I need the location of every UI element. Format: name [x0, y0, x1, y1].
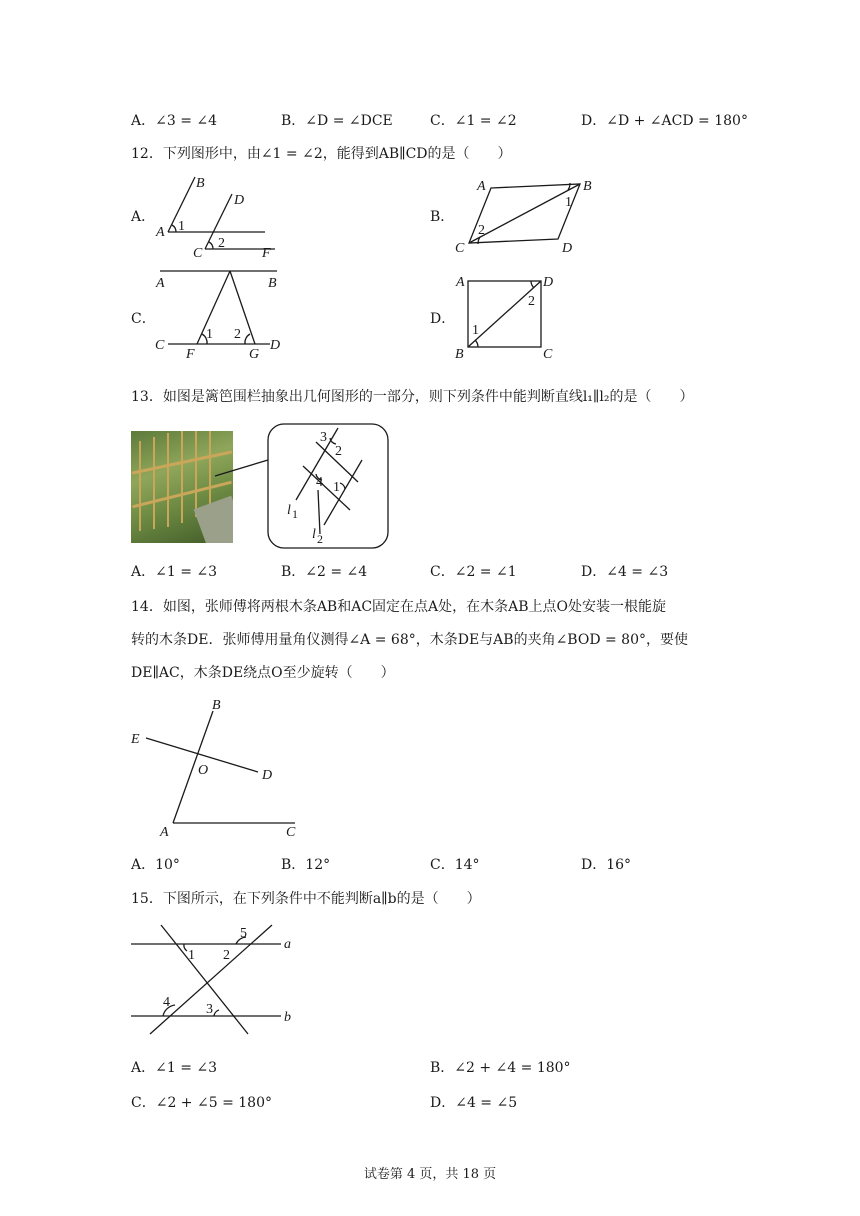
q15-option-b: B．∠2 + ∠4 = 180° — [430, 1060, 571, 1076]
label-l1: l — [287, 503, 291, 518]
label-angle-5: 5 — [240, 926, 247, 941]
q15-option-a: A．∠1 = ∠3 — [131, 1060, 218, 1076]
q14-option-b: B．12° — [281, 857, 331, 873]
q11-option-c: C．∠1 = ∠2 — [430, 113, 517, 129]
label-angle-4: 4 — [163, 995, 170, 1010]
q14-option-a: A．10° — [131, 857, 180, 873]
label-angle-1: 1 — [178, 219, 185, 234]
label-angle-2: 2 — [478, 223, 485, 238]
q13-option-b: B．∠2 = ∠4 — [281, 564, 368, 580]
label-e: E — [131, 732, 140, 747]
label-a: A — [156, 225, 165, 240]
q14-option-c: C．14° — [430, 857, 480, 873]
page-footer: 试卷第 4 页，共 18 页 — [363, 1167, 497, 1182]
label-g: G — [249, 347, 260, 362]
q14-stem-line1: 14．如图，张师傅将两根木条AB和AC固定在点A处，在木条AB上点O处安装一根能旋 — [131, 599, 667, 615]
label-a: A — [456, 275, 465, 290]
label-angle-2: 2 — [223, 948, 230, 963]
label-b: B — [196, 176, 205, 191]
label-angle-2: 2 — [528, 294, 535, 309]
label-f: F — [186, 347, 195, 362]
label-b: B — [455, 347, 464, 362]
q13-option-a: A．∠1 = ∠3 — [131, 564, 218, 580]
label-l2-sub: 2 — [317, 532, 323, 546]
label-a: A — [477, 179, 486, 194]
label-c: C — [286, 825, 296, 840]
q14-stem-line3: DE∥AC，木条DE绕点O至少旋转（ ） — [131, 665, 395, 681]
label-a: A — [160, 825, 169, 840]
q12-letter-a: A． — [131, 209, 156, 225]
label-d: D — [562, 241, 573, 256]
q15-option-d: D．∠4 = ∠5 — [430, 1095, 518, 1111]
label-d: D — [270, 338, 281, 353]
label-angle-2: 2 — [335, 444, 342, 459]
label-angle-1: 1 — [333, 480, 340, 495]
q15-stem: 15．下图所示，在下列条件中不能判断a∥b的是（ ） — [131, 891, 481, 907]
label-angle-1: 1 — [565, 195, 572, 210]
q14-stem-line2: 转的木条DE．张师傅用量角仪测得∠A = 68°，木条DE与AB的夹角∠BOD = 80°，要使 — [131, 632, 688, 648]
label-c: C — [155, 338, 165, 353]
label-c: C — [543, 347, 553, 362]
label-a: a — [284, 937, 291, 952]
label-c: C — [193, 246, 203, 261]
q11-option-a: A．∠3 = ∠4 — [131, 113, 218, 129]
label-b: b — [284, 1010, 291, 1025]
q11-option-d: D．∠D + ∠ACD = 180° — [581, 113, 748, 129]
label-d: D — [262, 768, 273, 783]
label-b: B — [583, 179, 592, 194]
q13-option-d: D．∠4 = ∠3 — [581, 564, 669, 580]
label-angle-2: 2 — [234, 327, 241, 342]
label-angle-3: 3 — [320, 430, 327, 445]
q12-letter-d: D． — [430, 311, 456, 327]
label-d: D — [234, 193, 245, 208]
label-angle-1: 1 — [188, 948, 195, 963]
q11-option-b: B．∠D = ∠DCE — [281, 113, 393, 129]
label-angle-3: 3 — [206, 1002, 213, 1017]
q12-stem: 12．下列图形中，由∠1 = ∠2，能得到AB∥CD的是（ ） — [131, 146, 512, 162]
q15-option-c: C．∠2 + ∠5 = 180° — [131, 1095, 272, 1111]
label-angle-4: 4 — [316, 475, 323, 490]
label-c: C — [455, 241, 465, 256]
q13-stem: 13．如图是篱笆围栏抽象出几何图形的一部分，则下列条件中能判断直线l₁∥l₂的是（ ） — [131, 389, 694, 405]
q14-option-d: D．16° — [581, 857, 632, 873]
q12-letter-c: C． — [131, 311, 156, 327]
label-d: D — [543, 275, 554, 290]
label-a: A — [156, 276, 165, 291]
q13-option-c: C．∠2 = ∠1 — [430, 564, 517, 580]
label-f: F — [262, 246, 271, 261]
label-angle-1: 1 — [206, 327, 213, 342]
label-l1-sub: 1 — [292, 507, 298, 521]
label-l2: l — [312, 527, 316, 542]
q12-letter-b: B． — [430, 209, 455, 225]
label-angle-1: 1 — [472, 323, 479, 338]
label-angle-2: 2 — [218, 236, 225, 251]
label-b: B — [268, 276, 277, 291]
label-b: B — [212, 698, 221, 713]
label-o: O — [198, 763, 209, 778]
